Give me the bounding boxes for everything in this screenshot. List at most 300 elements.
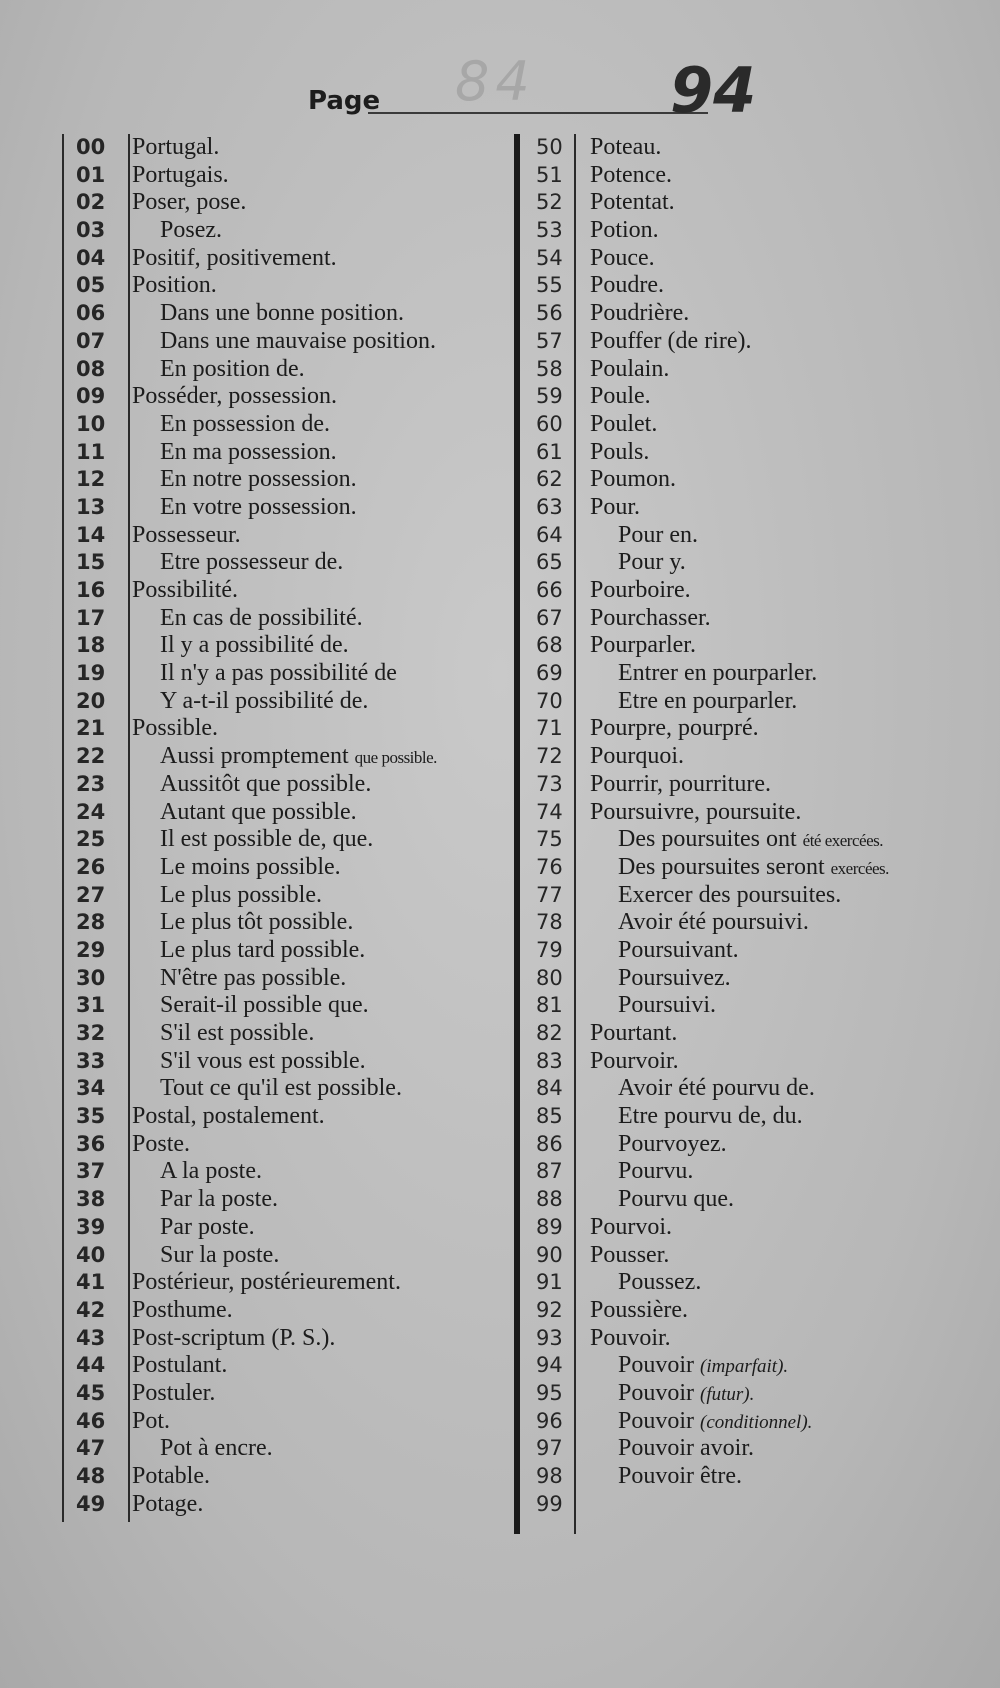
code-entry (62, 1214, 532, 1242)
code-phrase (132, 1131, 190, 1159)
code-phrase-text: Pourrir, pourriture. (590, 770, 771, 797)
code-entry (514, 466, 984, 494)
code-phrase-text: Posez. (160, 217, 222, 244)
code-entry (514, 992, 984, 1020)
code-number: 41 (76, 1270, 106, 1295)
code-phrase-text: Pouvoir (618, 1407, 695, 1434)
code-entry (514, 1352, 984, 1380)
code-entry (62, 134, 532, 162)
code-number: 11 (76, 439, 106, 464)
code-number: 57 (536, 328, 563, 353)
code-phrase (590, 439, 649, 467)
code-phrase-text: En ma possession. (160, 438, 337, 465)
code-phrase (160, 799, 357, 827)
code-number: 17 (76, 605, 106, 630)
code-entry (62, 162, 532, 190)
code-phrase (590, 577, 691, 605)
code-phrase-text: Poteau. (590, 134, 662, 160)
code-number: 59 (536, 384, 563, 409)
code-phrase-text: Possible. (132, 715, 219, 742)
code-phrase-text: Positif, positivement. (132, 244, 337, 271)
code-phrase (132, 162, 229, 190)
code-phrase (618, 909, 809, 937)
code-phrase-text: Poursuivez. (618, 964, 731, 991)
code-phrase-text: Pousser. (590, 1241, 670, 1268)
code-entry (514, 605, 984, 633)
code-entry (514, 688, 984, 716)
code-entry (62, 1408, 532, 1436)
code-entry (62, 494, 532, 522)
code-phrase (160, 854, 341, 882)
code-number: 18 (76, 633, 106, 658)
code-phrase-text: En possession de. (160, 410, 330, 437)
code-entry (514, 494, 984, 522)
code-number: 47 (76, 1436, 106, 1461)
code-phrase-text: Poulet. (590, 410, 658, 437)
code-phrase (132, 134, 219, 162)
code-phrase-text: Entrer en pourparler. (618, 660, 818, 687)
code-number: 20 (76, 688, 106, 713)
code-number: 97 (536, 1436, 563, 1461)
code-entry (62, 854, 532, 882)
code-phrase (590, 411, 657, 439)
code-number: 86 (536, 1131, 563, 1156)
code-phrase-text: Pot à encre. (160, 1435, 273, 1462)
code-phrase (590, 272, 664, 300)
code-entry (514, 882, 984, 910)
code-number: 04 (76, 245, 106, 270)
code-phrase (160, 688, 368, 716)
code-entry (62, 771, 532, 799)
code-phrase-text: Poussez. (618, 1269, 702, 1296)
code-phrase-text: Portugal. (132, 134, 220, 160)
code-entry (514, 771, 984, 799)
code-phrase (160, 217, 222, 245)
code-phrase (590, 1325, 671, 1353)
code-entry (62, 411, 532, 439)
code-phrase (590, 134, 661, 162)
code-entry (62, 1463, 532, 1491)
code-entry (514, 1297, 984, 1325)
code-number: 02 (76, 190, 106, 215)
code-entry (514, 1131, 984, 1159)
code-entry (514, 743, 984, 771)
code-phrase (590, 383, 651, 411)
code-number: 52 (536, 190, 563, 215)
code-phrase-text: Il y a possibilité de. (160, 632, 349, 659)
code-number: 55 (536, 273, 563, 298)
code-number: 22 (76, 744, 106, 769)
code-entry (62, 1435, 532, 1463)
code-entry (62, 1103, 532, 1131)
code-entry (62, 328, 532, 356)
code-number: 93 (536, 1325, 563, 1350)
code-entry (62, 439, 532, 467)
code-entry (514, 965, 984, 993)
code-entry (62, 577, 532, 605)
code-phrase (590, 217, 659, 245)
code-phrase-text: Pourpre, pourpré. (590, 715, 759, 742)
code-phrase (132, 383, 337, 411)
code-phrase (160, 1020, 314, 1048)
code-phrase (618, 1186, 734, 1214)
page-header (0, 0, 1000, 140)
code-entry (514, 577, 984, 605)
code-phrase-text: Le moins possible. (160, 853, 341, 880)
code-phrase-text: S'il vous est possible. (160, 1047, 366, 1074)
code-phrase-italic-note: (conditionnel). (700, 1411, 813, 1433)
code-entry (514, 1380, 984, 1408)
code-phrase (590, 715, 759, 743)
code-phrase-small-suffix: que possible. (354, 748, 437, 768)
code-number: 36 (76, 1131, 106, 1156)
code-phrase-text: Potentat. (590, 189, 675, 216)
code-entry (514, 1103, 984, 1131)
code-phrase-text: Poumon. (590, 466, 677, 493)
code-phrase-text: A la poste. (160, 1158, 262, 1185)
code-phrase (590, 1242, 669, 1270)
code-phrase (590, 245, 655, 273)
code-phrase (590, 494, 640, 522)
code-phrase-text: Dans une bonne position. (160, 300, 404, 327)
code-number: 21 (76, 716, 106, 741)
code-number: 35 (76, 1104, 106, 1129)
code-phrase (590, 743, 684, 771)
code-phrase-text: Pouffer (de rire). (590, 327, 752, 354)
code-number: 84 (536, 1076, 563, 1101)
code-phrase (590, 189, 675, 217)
code-phrase (590, 328, 751, 356)
code-phrase (590, 632, 696, 660)
code-entry (514, 1463, 984, 1491)
code-phrase-text: Le plus tard possible. (160, 936, 366, 963)
code-phrase (618, 937, 739, 965)
code-entry (62, 217, 532, 245)
code-phrase-text: Exercer des poursuites. (618, 881, 842, 908)
code-entry (62, 605, 532, 633)
code-phrase-text: Postérieur, postérieurement. (132, 1269, 401, 1296)
code-entry (62, 1297, 532, 1325)
code-phrase (160, 1158, 262, 1186)
code-number: 75 (536, 827, 563, 852)
code-phrase-text: Pourboire. (590, 577, 691, 603)
code-number: 95 (536, 1380, 563, 1405)
code-number: 71 (536, 716, 563, 741)
code-phrase (132, 1325, 335, 1353)
code-entry (62, 1048, 532, 1076)
code-number: 30 (76, 965, 106, 990)
right-code-column (514, 134, 984, 1518)
code-number: 83 (536, 1048, 563, 1073)
code-entry (62, 743, 532, 771)
code-phrase (160, 411, 330, 439)
code-number: 80 (536, 965, 563, 990)
code-number: 96 (536, 1408, 563, 1433)
code-number: 88 (536, 1187, 563, 1212)
code-phrase-text: Le plus possible. (160, 881, 322, 908)
code-phrase (160, 356, 305, 384)
code-phrase (618, 522, 698, 550)
code-entry (514, 272, 984, 300)
code-entry (514, 1408, 984, 1436)
code-phrase (590, 300, 689, 328)
code-entry (514, 632, 984, 660)
code-phrase-text: Pourquoi. (590, 743, 685, 770)
code-phrase-text: Pour en. (618, 521, 698, 548)
code-phrase-text: Par poste. (160, 1213, 255, 1240)
code-number: 06 (76, 301, 106, 326)
code-number: 12 (76, 467, 106, 492)
code-phrase-text: N'être pas possible. (160, 964, 347, 991)
code-phrase-text: Y a-t-il possibilité de. (160, 687, 369, 714)
code-phrase-text: Posthume. (132, 1296, 233, 1323)
code-phrase-text: Pot. (132, 1407, 171, 1434)
code-phrase (160, 937, 365, 965)
code-phrase (160, 439, 337, 467)
code-phrase-text: Poursuivant. (618, 936, 739, 963)
code-entry (62, 826, 532, 854)
code-phrase-small-suffix: exercées. (830, 858, 889, 878)
left-code-column (62, 134, 532, 1518)
code-phrase-text: Des poursuites seront (618, 853, 825, 880)
code-phrase (618, 1269, 701, 1297)
code-number: 54 (536, 245, 563, 270)
code-entry (514, 1020, 984, 1048)
code-phrase (132, 1103, 325, 1131)
code-phrase-text: Serait-il possible que. (160, 992, 369, 1019)
code-phrase (590, 1020, 677, 1048)
code-phrase (618, 688, 797, 716)
code-entry (62, 1131, 532, 1159)
code-number: 29 (76, 937, 106, 962)
code-phrase-text: Pourvoi. (590, 1213, 673, 1240)
code-phrase-text: Poser, pose. (132, 189, 247, 216)
code-phrase-text: Pour y. (618, 549, 686, 576)
code-entry (62, 1325, 532, 1353)
code-phrase-text: Pourvoyez. (618, 1130, 727, 1157)
code-phrase (160, 328, 436, 356)
code-phrase (618, 1435, 754, 1463)
code-number: 00 (76, 135, 106, 159)
code-phrase (160, 1048, 366, 1076)
crossed-page-number: 84 (455, 50, 536, 113)
code-phrase-text: Pouvoir avoir. (618, 1435, 754, 1462)
code-phrase (160, 1075, 402, 1103)
code-entry (62, 522, 532, 550)
code-phrase-text: Poursuivre, poursuite. (590, 798, 802, 825)
code-phrase (160, 743, 437, 772)
code-entry (514, 799, 984, 827)
code-number: 69 (536, 661, 563, 686)
code-number: 92 (536, 1297, 563, 1322)
code-entry (514, 909, 984, 937)
code-phrase (160, 1186, 278, 1214)
code-number: 08 (76, 356, 106, 381)
code-phrase-small-suffix: été exercées. (802, 831, 883, 851)
code-phrase-text: Etre en pourparler. (618, 687, 798, 714)
code-phrase-text: Possesseur. (132, 521, 241, 548)
code-number: 85 (536, 1104, 563, 1129)
code-entry (514, 1325, 984, 1353)
code-phrase (618, 1352, 788, 1381)
code-phrase-text: Pourvoir. (590, 1047, 679, 1074)
code-phrase (132, 1408, 170, 1436)
code-entry (62, 1269, 532, 1297)
code-number: 07 (76, 328, 106, 353)
code-entry (514, 1214, 984, 1242)
code-phrase-text: Poudre. (590, 272, 664, 299)
code-number: 91 (536, 1270, 563, 1295)
code-number: 15 (76, 550, 106, 575)
code-number: 48 (76, 1464, 106, 1488)
code-number: 10 (76, 411, 106, 436)
code-phrase (132, 1491, 203, 1519)
code-phrase-text: Pourchasser. (590, 604, 711, 631)
code-entry (62, 1158, 532, 1186)
code-phrase (132, 1297, 233, 1325)
code-entry (62, 909, 532, 937)
code-phrase (132, 1380, 215, 1408)
code-phrase-text: Potion. (590, 217, 659, 244)
code-entry (62, 300, 532, 328)
code-number: 19 (76, 661, 106, 686)
code-number: 58 (536, 356, 563, 381)
code-number: 05 (76, 273, 106, 298)
code-number: 39 (76, 1214, 106, 1239)
code-phrase (132, 1269, 401, 1297)
code-entry (514, 1269, 984, 1297)
code-entry (514, 245, 984, 273)
code-phrase (160, 992, 369, 1020)
code-number: 40 (76, 1242, 106, 1267)
code-entry (62, 992, 532, 1020)
code-phrase-text: En position de. (160, 355, 305, 382)
code-phrase (132, 522, 241, 550)
code-entry (514, 826, 984, 854)
code-phrase (132, 1352, 227, 1380)
code-entry (62, 1242, 532, 1270)
code-phrase-text: Potable. (132, 1463, 210, 1489)
code-entry (514, 189, 984, 217)
code-phrase-text: Avoir été poursuivi. (618, 909, 809, 936)
code-phrase (132, 245, 337, 273)
code-entry (62, 937, 532, 965)
code-phrase-text: Aussitôt que possible. (160, 770, 372, 797)
code-phrase-text: Pouvoir être. (618, 1463, 742, 1489)
code-phrase (590, 162, 672, 190)
code-phrase-text: Position. (132, 272, 217, 299)
code-phrase (618, 1131, 727, 1159)
code-phrase (618, 826, 883, 855)
code-number: 65 (536, 550, 563, 575)
code-phrase (618, 1380, 754, 1409)
code-entry (62, 660, 532, 688)
code-phrase (160, 549, 343, 577)
code-entry (62, 799, 532, 827)
code-entry (62, 1075, 532, 1103)
code-phrase-text: Autant que possible. (160, 798, 357, 825)
code-phrase (160, 826, 373, 854)
code-number: 16 (76, 578, 106, 602)
code-number: 87 (536, 1159, 563, 1184)
code-phrase (590, 1048, 679, 1076)
code-entry (514, 1186, 984, 1214)
code-number: 76 (536, 854, 563, 879)
code-entry (62, 882, 532, 910)
page-label: Page (308, 86, 381, 116)
code-phrase (618, 1463, 742, 1491)
code-number: 63 (536, 494, 563, 519)
code-entry (514, 356, 984, 384)
code-entry (62, 549, 532, 577)
code-phrase-text: Pouvoir (618, 1379, 695, 1406)
code-entry (514, 1048, 984, 1076)
code-entry (514, 1242, 984, 1270)
code-phrase (132, 189, 246, 217)
code-number: 14 (76, 522, 106, 547)
code-entry (62, 383, 532, 411)
code-entry (62, 466, 532, 494)
code-phrase-text: S'il est possible. (160, 1020, 315, 1046)
code-number: 25 (76, 827, 106, 852)
code-phrase (590, 605, 711, 633)
code-number: 01 (76, 162, 106, 187)
code-number: 56 (536, 301, 563, 326)
code-phrase-text: Dans une mauvaise position. (160, 327, 436, 354)
code-entry (514, 411, 984, 439)
code-phrase (160, 965, 346, 993)
code-number: 89 (536, 1214, 563, 1239)
code-phrase (160, 494, 357, 522)
code-phrase (618, 1075, 815, 1103)
code-entry (62, 1380, 532, 1408)
code-phrase (618, 1408, 812, 1437)
code-phrase (590, 356, 669, 384)
code-phrase-text: Possibilité. (132, 577, 239, 603)
code-phrase-text: En votre possession. (160, 493, 357, 520)
code-number: 70 (536, 688, 563, 713)
code-number: 23 (76, 771, 106, 796)
code-phrase-text: Par la poste. (160, 1186, 278, 1213)
code-phrase (132, 577, 238, 605)
code-entry (514, 522, 984, 550)
code-phrase-text: Tout ce qu'il est possible. (160, 1075, 402, 1102)
code-entry (514, 383, 984, 411)
code-phrase-text: Il n'y a pas possibilité de (160, 660, 397, 687)
code-phrase-text: Avoir été pourvu de. (618, 1075, 815, 1102)
code-phrase-text: Pouvoir (618, 1352, 695, 1379)
code-phrase (618, 660, 817, 688)
code-phrase-text: Poulain. (590, 355, 670, 382)
code-number: 33 (76, 1048, 106, 1073)
code-number: 34 (76, 1076, 106, 1101)
code-number: 50 (536, 135, 563, 159)
code-phrase (590, 1214, 672, 1242)
code-phrase (160, 771, 371, 799)
code-number: 79 (536, 937, 563, 962)
code-entry (514, 1435, 984, 1463)
code-entry (514, 549, 984, 577)
code-number: 61 (536, 439, 563, 464)
code-phrase-text: En notre possession. (160, 466, 357, 493)
code-phrase-text: Postuler. (132, 1379, 216, 1406)
code-entry (62, 715, 532, 743)
code-phrase (160, 1242, 279, 1270)
code-number: 82 (536, 1021, 563, 1045)
code-phrase (618, 1103, 803, 1131)
code-number: 49 (76, 1491, 106, 1516)
code-phrase (160, 300, 404, 328)
